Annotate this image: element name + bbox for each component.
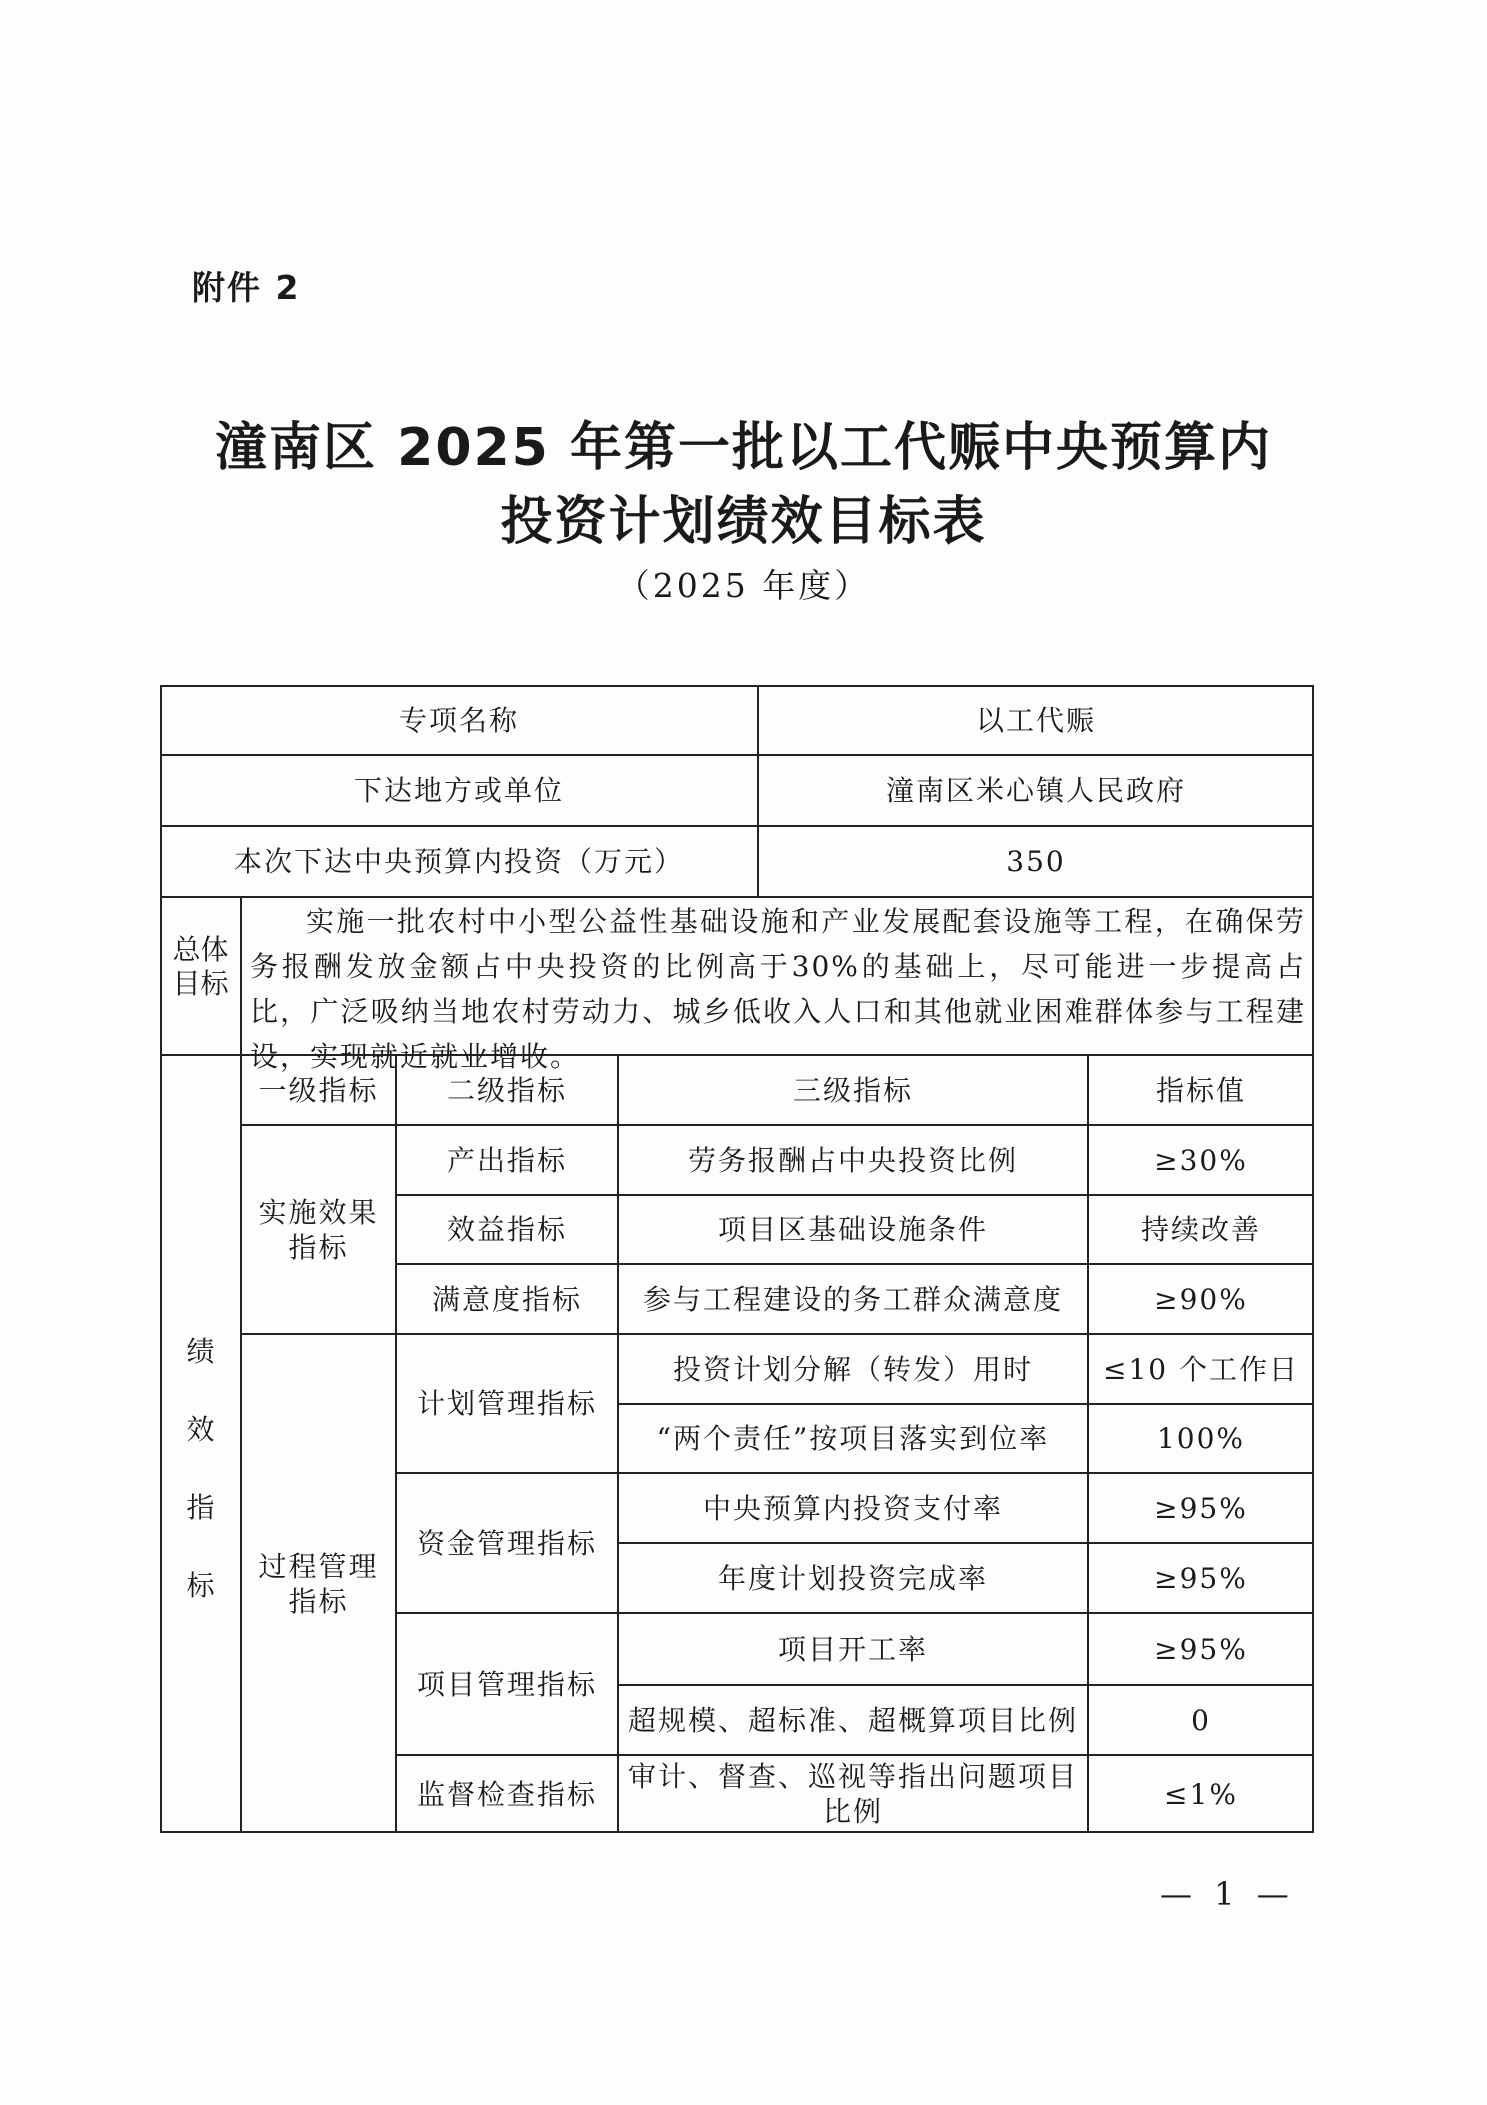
value-cell: ≤1%: [1164, 1777, 1238, 1811]
performance-label-char: 指: [186, 1491, 215, 1524]
header-level3: 三级指标: [792, 1073, 913, 1107]
level2-cell: 监督检查指标: [416, 1777, 597, 1811]
value-cell: ≥95%: [1154, 1632, 1248, 1666]
document-title-line2: 投资计划绩效目标表: [500, 492, 987, 552]
level3-cell: 中央预算内投资支付率: [702, 1491, 1003, 1525]
level3-cell: 超规模、超标准、超概算项目比例: [627, 1703, 1078, 1737]
value-cell: 持续改善: [1140, 1213, 1261, 1246]
level2-cell: 产出指标: [446, 1143, 567, 1177]
overall-goal-text: 实施一批农村中小型公益性基础设施和产业发展配套设施等工程，在确保劳务报酬发放金额占中央投资的比例高于30%的基础上，尽可能进一步提高占比，广泛吸纳当地农村劳动力、城乡低收入人口和其他就业困难群体参与工程建设，实现就近就业增收。: [250, 905, 1306, 1073]
program-name-label: 专项名称: [398, 703, 519, 737]
level3-cell: 年度计划投资完成率: [717, 1561, 988, 1595]
value-cell: 100%: [1156, 1422, 1246, 1455]
issued-to-value: 潼南区米心镇人民政府: [885, 774, 1186, 807]
document-title-line1: 潼南区 2025 年第一批以工代赈中央预算内: [215, 418, 1272, 478]
level3-cell: 项目区基础设施条件: [717, 1213, 988, 1246]
level2-cell: 计划管理指标: [416, 1387, 597, 1420]
overall-goal-label: [160, 933, 241, 1000]
level2-cell: 满意度指标: [431, 1282, 582, 1316]
performance-label-char: 标: [186, 1569, 215, 1602]
level3-cell: 项目开工率: [777, 1632, 928, 1666]
performance-target-table: [160, 685, 1314, 1833]
level3-line: 审计、督查、巡视等指出问题项目: [627, 1760, 1078, 1793]
level1-implementation-effect: [241, 1125, 396, 1334]
header-level1: 一级指标: [258, 1073, 379, 1107]
level2-cell: 效益指标: [446, 1213, 567, 1246]
level1-line: 过程管理: [258, 1549, 379, 1583]
level2-cell: 项目管理指标: [416, 1667, 597, 1701]
level1-process-management: [241, 1334, 396, 1833]
issued-to-label: 下达地方或单位: [353, 774, 564, 807]
value-cell: 0: [1191, 1703, 1211, 1737]
investment-label: 本次下达中央预算内投资（万元）: [233, 845, 684, 878]
level3-cell: 劳务报酬占中央投资比例: [687, 1143, 1018, 1177]
program-name-value: 以工代赈: [975, 703, 1096, 737]
value-cell: ≥90%: [1154, 1282, 1248, 1316]
level1-line: 指标: [288, 1584, 349, 1618]
document-subtitle: （2025 年度）: [616, 566, 871, 605]
level1-line: 实施效果: [258, 1195, 379, 1229]
level1-line: 指标: [288, 1230, 349, 1264]
performance-label-char: 绩: [186, 1335, 215, 1368]
value-cell: ≥95%: [1154, 1561, 1248, 1595]
level3-cell: [618, 1755, 1088, 1833]
investment-value: 350: [1006, 845, 1066, 878]
level3-cell: 投资计划分解（转发）用时: [672, 1352, 1033, 1386]
level3-cell: “两个责任”按项目落实到位率: [656, 1422, 1050, 1455]
value-cell: ≥95%: [1154, 1491, 1248, 1525]
header-level2: 二级指标: [446, 1073, 567, 1107]
attachment-label: 附件 2: [192, 268, 301, 307]
overall-goal-label-line2: 目标: [172, 966, 229, 1000]
level3-line: 比例: [822, 1795, 883, 1828]
page-number: — 1 —: [1160, 1875, 1295, 1913]
performance-label-char: 效: [186, 1413, 215, 1446]
value-cell: ≥30%: [1154, 1143, 1248, 1177]
value-cell: ≤10 个工作日: [1103, 1352, 1299, 1386]
overall-goal-label-line1: 总体: [172, 933, 229, 966]
header-value: 指标值: [1155, 1073, 1246, 1107]
level2-cell: 资金管理指标: [416, 1526, 597, 1560]
level3-cell: 参与工程建设的务工群众满意度: [642, 1282, 1063, 1316]
performance-indicator-label: [160, 1313, 241, 1625]
